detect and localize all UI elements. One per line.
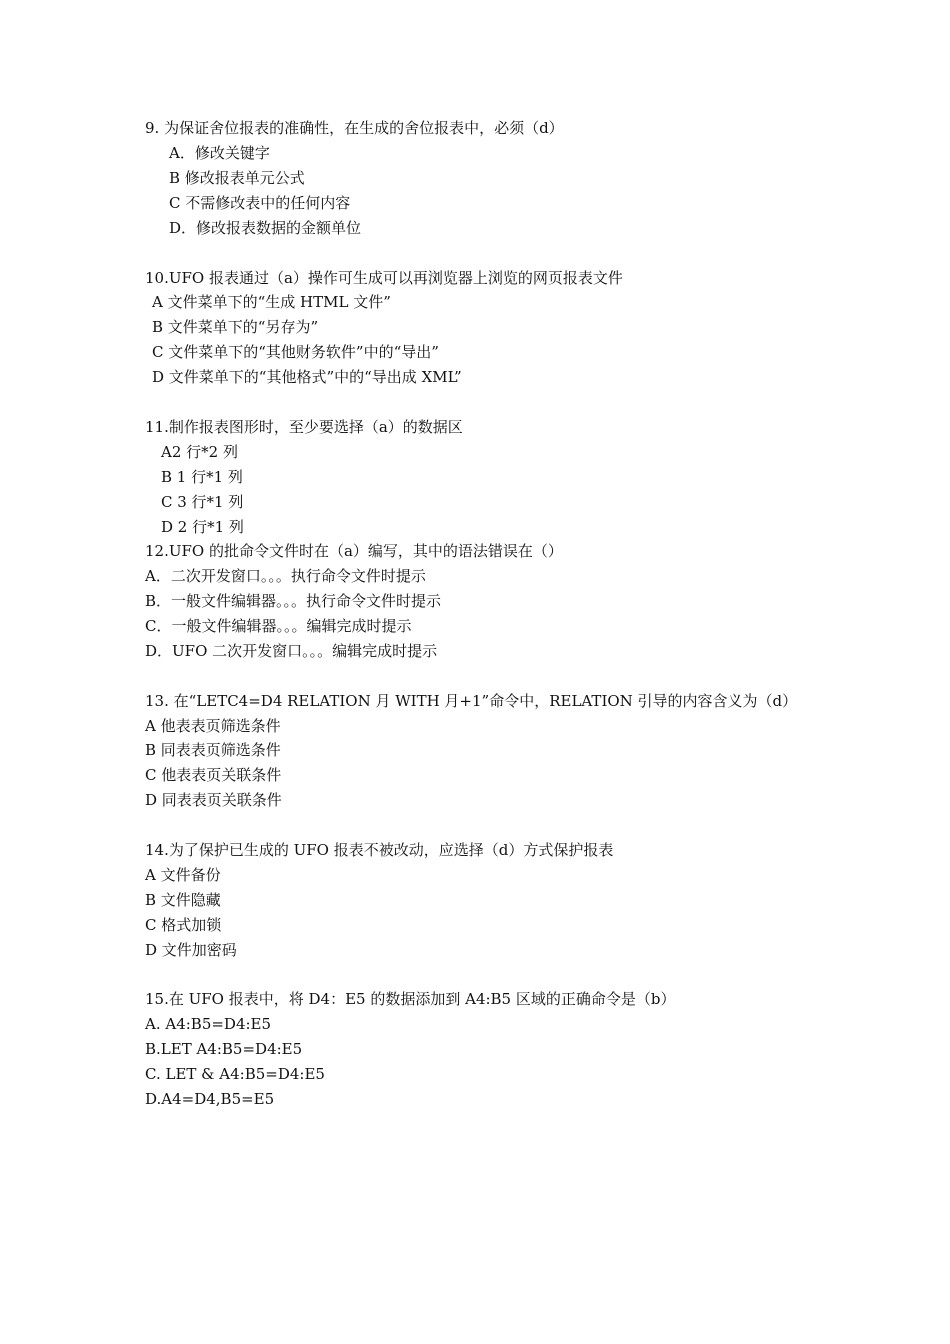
question-11-option-a: A2 行*2 列 bbox=[161, 443, 238, 461]
question-13-option-d: D 同表表页关联条件 bbox=[145, 791, 282, 809]
question-11-option-d: D 2 行*1 列 bbox=[161, 518, 244, 536]
question-14-stem: 14.为了保护已生成的 UFO 报表不被改动，应选择（d）方式保护报表 bbox=[145, 841, 614, 859]
question-9-option-d: D．修改报表数据的金额单位 bbox=[169, 219, 362, 237]
question-13-option-a: A 他表表页筛选条件 bbox=[145, 717, 281, 735]
question-12-option-c: C．一般文件编辑器。。。编辑完成时提示 bbox=[145, 617, 412, 635]
question-10-option-d: D 文件菜单下的“其他格式”中的“导出成 XML” bbox=[152, 368, 462, 386]
question-10-stem: 10.UFO 报表通过（a）操作可生成可以再浏览器上浏览的网页报表文件 bbox=[145, 269, 623, 287]
question-10-option-c: C 文件菜单下的“其他财务软件”中的“导出” bbox=[152, 343, 439, 361]
question-14-option-c: C 格式加锁 bbox=[145, 916, 222, 934]
question-9-option-b: B 修改报表单元公式 bbox=[169, 169, 305, 187]
question-13-option-b: B 同表表页筛选条件 bbox=[145, 741, 281, 759]
question-13-stem: 13. 在“LETC4=D4 RELATION 月 WITH 月+1”命令中，RELATION 引导的内容含义为（d） bbox=[145, 692, 798, 710]
question-9-option-a: A．修改关键字 bbox=[169, 144, 270, 162]
question-12-option-d: D．UFO 二次开发窗口。。。编辑完成时提示 bbox=[145, 642, 438, 660]
question-14-option-d: D 文件加密码 bbox=[145, 941, 237, 959]
question-9-stem: 9. 为保证舍位报表的准确性，在生成的舍位报表中，必须（d） bbox=[145, 119, 564, 137]
question-14-option-a: A 文件备份 bbox=[145, 866, 221, 884]
question-15-option-c: C. LET & A4:B5=D4:E5 bbox=[145, 1065, 325, 1083]
question-10-option-a: A 文件菜单下的“生成 HTML 文件” bbox=[152, 293, 391, 311]
question-11-option-b: B 1 行*1 列 bbox=[161, 468, 243, 486]
question-9-option-c: C 不需修改表中的任何内容 bbox=[169, 194, 351, 212]
question-12-option-a: A．二次开发窗口。。。执行命令文件时提示 bbox=[145, 567, 426, 585]
question-10-option-b: B 文件菜单下的“另存为” bbox=[152, 318, 319, 336]
question-12-stem: 12.UFO 的批命令文件时在（a）编写，其中的语法错误在（） bbox=[145, 542, 563, 560]
question-15-option-b: B.LET A4:B5=D4:E5 bbox=[145, 1040, 303, 1058]
question-11-stem: 11.制作报表图形时，至少要选择（a）的数据区 bbox=[145, 418, 463, 436]
question-15-option-d: D.A4=D4,B5=E5 bbox=[145, 1090, 275, 1108]
question-13-option-c: C 他表表页关联条件 bbox=[145, 766, 282, 784]
question-12-option-b: B．一般文件编辑器。。。执行命令文件时提示 bbox=[145, 592, 442, 610]
question-14-option-b: B 文件隐藏 bbox=[145, 891, 221, 909]
question-15-option-a: A. A4:B5=D4:E5 bbox=[145, 1015, 272, 1033]
question-11-option-c: C 3 行*1 列 bbox=[161, 493, 244, 511]
question-15-stem: 15.在 UFO 报表中，将 D4：E5 的数据添加到 A4:B5 区域的正确命令是（b） bbox=[145, 990, 676, 1008]
